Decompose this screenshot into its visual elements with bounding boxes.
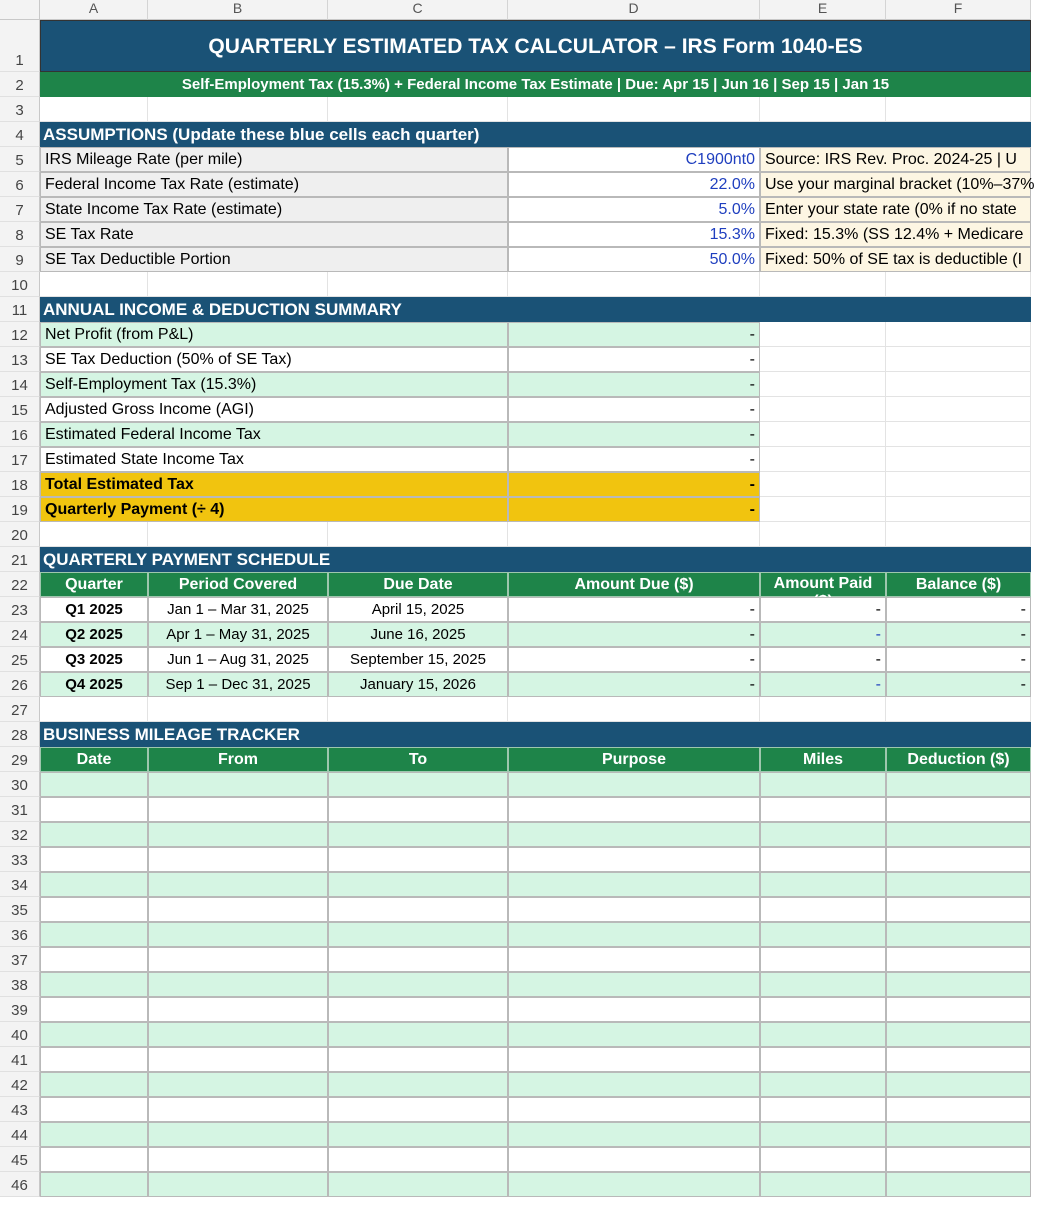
schedule-column-header[interactable]: Amount Paid	[760, 572, 886, 597]
row-header-19[interactable]: 19	[0, 497, 40, 522]
row-header-13[interactable]: 13	[0, 347, 40, 372]
column-header-a[interactable]: A	[40, 0, 148, 20]
row-header-26[interactable]: 26	[0, 672, 40, 697]
row-header-29[interactable]: 29	[0, 747, 40, 772]
grid-cell[interactable]	[760, 422, 886, 447]
schedule-cell-balance[interactable]: -	[886, 647, 1031, 672]
schedule-cell-due[interactable]: January 15, 2026	[328, 672, 508, 697]
mileage-entry-cell[interactable]	[148, 772, 328, 797]
row-header-5[interactable]: 5	[0, 147, 40, 172]
mileage-entry-cell[interactable]	[40, 1147, 148, 1172]
mileage-column-header[interactable]: Deduction ($)	[886, 747, 1031, 772]
mileage-entry-cell[interactable]	[148, 797, 328, 822]
mileage-entry-cell[interactable]	[508, 847, 760, 872]
schedule-cell-amount-paid[interactable]: -	[760, 672, 886, 697]
mileage-entry-cell[interactable]	[508, 1072, 760, 1097]
grid-cell[interactable]	[886, 697, 1031, 722]
grid-cell[interactable]	[328, 697, 508, 722]
row-header-24[interactable]: 24	[0, 622, 40, 647]
grid-cell[interactable]	[760, 272, 886, 297]
grid-cell[interactable]	[40, 697, 148, 722]
summary-value[interactable]: -	[508, 497, 760, 522]
mileage-entry-cell[interactable]	[886, 772, 1031, 797]
grid-cell[interactable]	[328, 272, 508, 297]
mileage-entry-cell[interactable]	[328, 972, 508, 997]
mileage-entry-cell[interactable]	[508, 922, 760, 947]
row-header-33[interactable]: 33	[0, 847, 40, 872]
assumption-input[interactable]: 22.0%	[508, 172, 760, 197]
grid-cell[interactable]	[148, 697, 328, 722]
summary-label[interactable]: Adjusted Gross Income (AGI)	[40, 397, 508, 422]
row-header-18[interactable]: 18	[0, 472, 40, 497]
mileage-entry-cell[interactable]	[760, 1172, 886, 1197]
mileage-entry-cell[interactable]	[886, 822, 1031, 847]
summary-label[interactable]: Net Profit (from P&L)	[40, 322, 508, 347]
grid-cell[interactable]	[148, 97, 328, 122]
column-header-d[interactable]: D	[508, 0, 760, 20]
schedule-cell-balance[interactable]: -	[886, 672, 1031, 697]
row-header-9[interactable]: 9	[0, 247, 40, 272]
row-header-45[interactable]: 45	[0, 1147, 40, 1172]
mileage-entry-cell[interactable]	[886, 872, 1031, 897]
row-header-10[interactable]: 10	[0, 272, 40, 297]
schedule-column-header[interactable]: Amount Due ($)	[508, 572, 760, 597]
row-header-4[interactable]: 4	[0, 122, 40, 147]
row-header-34[interactable]: 34	[0, 872, 40, 897]
row-header-12[interactable]: 12	[0, 322, 40, 347]
mileage-entry-cell[interactable]	[760, 797, 886, 822]
row-header-36[interactable]: 36	[0, 922, 40, 947]
mileage-entry-cell[interactable]	[40, 1097, 148, 1122]
mileage-entry-cell[interactable]	[886, 1097, 1031, 1122]
mileage-entry-cell[interactable]	[760, 1072, 886, 1097]
mileage-entry-cell[interactable]	[328, 997, 508, 1022]
summary-value[interactable]: -	[508, 347, 760, 372]
mileage-entry-cell[interactable]	[328, 1097, 508, 1122]
sheet-title[interactable]: QUARTERLY ESTIMATED TAX CALCULATOR – IRS Form 1040-ES	[40, 20, 1031, 72]
mileage-entry-cell[interactable]	[508, 1022, 760, 1047]
grid-cell[interactable]	[328, 97, 508, 122]
summary-value[interactable]: -	[508, 372, 760, 397]
grid-cell[interactable]	[508, 272, 760, 297]
mileage-entry-cell[interactable]	[40, 897, 148, 922]
row-header-32[interactable]: 32	[0, 822, 40, 847]
assumption-note[interactable]: Fixed: 50% of SE tax is deductible (I	[760, 247, 1031, 272]
grid-cell[interactable]	[886, 497, 1031, 522]
row-header-8[interactable]: 8	[0, 222, 40, 247]
row-header-31[interactable]: 31	[0, 797, 40, 822]
mileage-entry-cell[interactable]	[40, 972, 148, 997]
grid-cell[interactable]	[886, 397, 1031, 422]
mileage-entry-cell[interactable]	[328, 1147, 508, 1172]
row-header-2[interactable]: 2	[0, 72, 40, 97]
row-header-23[interactable]: 23	[0, 597, 40, 622]
mileage-entry-cell[interactable]	[148, 822, 328, 847]
mileage-entry-cell[interactable]	[508, 797, 760, 822]
assumption-label[interactable]: State Income Tax Rate (estimate)	[40, 197, 508, 222]
grid-cell[interactable]	[760, 97, 886, 122]
summary-value[interactable]: -	[508, 472, 760, 497]
schedule-cell-due[interactable]: April 15, 2025	[328, 597, 508, 622]
schedule-column-header[interactable]: Quarter	[40, 572, 148, 597]
grid-cell[interactable]	[886, 447, 1031, 472]
schedule-cell-amount-due[interactable]: -	[508, 622, 760, 647]
mileage-entry-cell[interactable]	[328, 1022, 508, 1047]
mileage-entry-cell[interactable]	[760, 972, 886, 997]
mileage-entry-cell[interactable]	[508, 1122, 760, 1147]
mileage-column-header[interactable]: To	[328, 747, 508, 772]
mileage-entry-cell[interactable]	[760, 947, 886, 972]
row-header-14[interactable]: 14	[0, 372, 40, 397]
assumption-label[interactable]: SE Tax Rate	[40, 222, 508, 247]
mileage-entry-cell[interactable]	[760, 1047, 886, 1072]
row-header-46[interactable]: 46	[0, 1172, 40, 1197]
summary-label[interactable]: Quarterly Payment (÷ 4)	[40, 497, 508, 522]
mileage-entry-cell[interactable]	[40, 1072, 148, 1097]
column-header-b[interactable]: B	[148, 0, 328, 20]
mileage-entry-cell[interactable]	[40, 922, 148, 947]
mileage-entry-cell[interactable]	[508, 822, 760, 847]
mileage-entry-cell[interactable]	[148, 1122, 328, 1147]
schedule-cell-period[interactable]: Jan 1 – Mar 31, 2025	[148, 597, 328, 622]
mileage-entry-cell[interactable]	[886, 1122, 1031, 1147]
mileage-entry-cell[interactable]	[40, 997, 148, 1022]
mileage-entry-cell[interactable]	[148, 1072, 328, 1097]
mileage-entry-cell[interactable]	[148, 1022, 328, 1047]
mileage-entry-cell[interactable]	[760, 1097, 886, 1122]
grid-cell[interactable]	[40, 97, 148, 122]
grid-cell[interactable]	[40, 272, 148, 297]
mileage-entry-cell[interactable]	[40, 947, 148, 972]
mileage-entry-cell[interactable]	[328, 1172, 508, 1197]
summary-label[interactable]: Estimated Federal Income Tax	[40, 422, 508, 447]
row-header-38[interactable]: 38	[0, 972, 40, 997]
mileage-entry-cell[interactable]	[508, 1172, 760, 1197]
row-header-37[interactable]: 37	[0, 947, 40, 972]
summary-value[interactable]: -	[508, 322, 760, 347]
mileage-entry-cell[interactable]	[886, 897, 1031, 922]
mileage-entry-cell[interactable]	[508, 772, 760, 797]
assumption-note[interactable]: Source: IRS Rev. Proc. 2024-25 | U	[760, 147, 1031, 172]
row-header-30[interactable]: 30	[0, 772, 40, 797]
mileage-entry-cell[interactable]	[508, 872, 760, 897]
assumption-label[interactable]: SE Tax Deductible Portion	[40, 247, 508, 272]
mileage-entry-cell[interactable]	[886, 797, 1031, 822]
mileage-entry-cell[interactable]	[148, 1172, 328, 1197]
grid-cell[interactable]	[886, 272, 1031, 297]
mileage-entry-cell[interactable]	[328, 922, 508, 947]
mileage-entry-cell[interactable]	[148, 1147, 328, 1172]
mileage-entry-cell[interactable]	[886, 1022, 1031, 1047]
grid-cell[interactable]	[760, 397, 886, 422]
row-header-17[interactable]: 17	[0, 447, 40, 472]
assumption-note[interactable]: Use your marginal bracket (10%–37%	[760, 172, 1031, 197]
grid-cell[interactable]	[760, 372, 886, 397]
grid-cell[interactable]	[508, 97, 760, 122]
mileage-column-header[interactable]: Miles	[760, 747, 886, 772]
mileage-entry-cell[interactable]	[328, 847, 508, 872]
mileage-entry-cell[interactable]	[40, 872, 148, 897]
mileage-entry-cell[interactable]	[886, 997, 1031, 1022]
mileage-entry-cell[interactable]	[328, 1072, 508, 1097]
schedule-cell-balance[interactable]: -	[886, 597, 1031, 622]
schedule-header[interactable]: QUARTERLY PAYMENT SCHEDULE	[40, 547, 1031, 572]
schedule-cell-amount-due[interactable]: -	[508, 647, 760, 672]
schedule-cell-amount-due[interactable]: -	[508, 597, 760, 622]
grid-cell[interactable]	[886, 522, 1031, 547]
mileage-entry-cell[interactable]	[328, 822, 508, 847]
schedule-cell-amount-paid[interactable]: -	[760, 622, 886, 647]
grid-cell[interactable]	[886, 97, 1031, 122]
row-header-42[interactable]: 42	[0, 1072, 40, 1097]
grid-cell[interactable]	[886, 347, 1031, 372]
assumption-note[interactable]: Fixed: 15.3% (SS 12.4% + Medicare	[760, 222, 1031, 247]
mileage-column-header[interactable]: From	[148, 747, 328, 772]
mileage-entry-cell[interactable]	[760, 1022, 886, 1047]
mileage-entry-cell[interactable]	[148, 1097, 328, 1122]
mileage-entry-cell[interactable]	[760, 1147, 886, 1172]
schedule-cell-period[interactable]: Sep 1 – Dec 31, 2025	[148, 672, 328, 697]
mileage-column-header[interactable]: Purpose	[508, 747, 760, 772]
row-header-21[interactable]: 21	[0, 547, 40, 572]
schedule-cell-amount-paid[interactable]: -	[760, 647, 886, 672]
row-header-22[interactable]: 22	[0, 572, 40, 597]
grid-cell[interactable]	[760, 522, 886, 547]
schedule-column-header[interactable]: Due Date	[328, 572, 508, 597]
mileage-entry-cell[interactable]	[760, 872, 886, 897]
grid-cell[interactable]	[760, 347, 886, 372]
mileage-entry-cell[interactable]	[328, 947, 508, 972]
mileage-entry-cell[interactable]	[760, 997, 886, 1022]
grid-cell[interactable]	[40, 522, 148, 547]
mileage-entry-cell[interactable]	[328, 1122, 508, 1147]
grid-cell[interactable]	[886, 372, 1031, 397]
mileage-entry-cell[interactable]	[760, 922, 886, 947]
grid-cell[interactable]	[886, 322, 1031, 347]
assumptions-header[interactable]: ASSUMPTIONS (Update these blue cells each quarter)	[40, 122, 1031, 147]
mileage-entry-cell[interactable]	[40, 1022, 148, 1047]
mileage-entry-cell[interactable]	[760, 772, 886, 797]
schedule-column-header[interactable]: Period Covered	[148, 572, 328, 597]
mileage-header[interactable]: BUSINESS MILEAGE TRACKER	[40, 722, 1031, 747]
summary-value[interactable]: -	[508, 422, 760, 447]
mileage-entry-cell[interactable]	[40, 1047, 148, 1072]
row-header-40[interactable]: 40	[0, 1022, 40, 1047]
mileage-entry-cell[interactable]	[508, 997, 760, 1022]
assumption-input[interactable]: C1900nt0	[508, 147, 760, 172]
row-header-7[interactable]: 7	[0, 197, 40, 222]
mileage-entry-cell[interactable]	[328, 872, 508, 897]
grid-cell[interactable]	[760, 447, 886, 472]
summary-label[interactable]: Self-Employment Tax (15.3%)	[40, 372, 508, 397]
mileage-entry-cell[interactable]	[148, 897, 328, 922]
summary-value[interactable]: -	[508, 397, 760, 422]
row-header-41[interactable]: 41	[0, 1047, 40, 1072]
column-header-f[interactable]: F	[886, 0, 1031, 20]
schedule-cell-quarter[interactable]: Q3 2025	[40, 647, 148, 672]
column-header-c[interactable]: C	[328, 0, 508, 20]
mileage-entry-cell[interactable]	[508, 1097, 760, 1122]
column-header-e[interactable]: E	[760, 0, 886, 20]
row-header-11[interactable]: 11	[0, 297, 40, 322]
select-all-corner[interactable]	[0, 0, 40, 20]
assumption-note[interactable]: Enter your state rate (0% if no state	[760, 197, 1031, 222]
summary-value[interactable]: -	[508, 447, 760, 472]
mileage-entry-cell[interactable]	[886, 947, 1031, 972]
mileage-entry-cell[interactable]	[40, 822, 148, 847]
schedule-cell-period[interactable]: Apr 1 – May 31, 2025	[148, 622, 328, 647]
summary-label[interactable]: Total Estimated Tax	[40, 472, 508, 497]
mileage-entry-cell[interactable]	[886, 922, 1031, 947]
mileage-entry-cell[interactable]	[148, 922, 328, 947]
assumption-input[interactable]: 15.3%	[508, 222, 760, 247]
mileage-entry-cell[interactable]	[886, 1172, 1031, 1197]
mileage-entry-cell[interactable]	[508, 1147, 760, 1172]
mileage-entry-cell[interactable]	[886, 1147, 1031, 1172]
schedule-cell-balance[interactable]: -	[886, 622, 1031, 647]
mileage-entry-cell[interactable]	[40, 797, 148, 822]
mileage-entry-cell[interactable]	[508, 947, 760, 972]
row-header-27[interactable]: 27	[0, 697, 40, 722]
sheet-subtitle[interactable]: Self-Employment Tax (15.3%) + Federal Income Tax Estimate | Due: Apr 15 | Jun 16 | Sep 15 | Jan 15	[40, 72, 1031, 97]
mileage-entry-cell[interactable]	[760, 822, 886, 847]
schedule-cell-period[interactable]: Jun 1 – Aug 31, 2025	[148, 647, 328, 672]
mileage-entry-cell[interactable]	[886, 1072, 1031, 1097]
schedule-cell-due[interactable]: September 15, 2025	[328, 647, 508, 672]
mileage-entry-cell[interactable]	[760, 847, 886, 872]
row-header-20[interactable]: 20	[0, 522, 40, 547]
grid-cell[interactable]	[148, 522, 328, 547]
mileage-column-header[interactable]: Date	[40, 747, 148, 772]
mileage-entry-cell[interactable]	[40, 1172, 148, 1197]
mileage-entry-cell[interactable]	[328, 772, 508, 797]
schedule-cell-quarter[interactable]: Q1 2025	[40, 597, 148, 622]
mileage-entry-cell[interactable]	[328, 1047, 508, 1072]
grid-cell[interactable]	[760, 497, 886, 522]
schedule-cell-amount-paid[interactable]: -	[760, 597, 886, 622]
grid-cell[interactable]	[148, 272, 328, 297]
grid-cell[interactable]	[886, 422, 1031, 447]
grid-cell[interactable]	[760, 697, 886, 722]
grid-cell[interactable]	[328, 522, 508, 547]
summary-label[interactable]: SE Tax Deduction (50% of SE Tax)	[40, 347, 508, 372]
mileage-entry-cell[interactable]	[148, 972, 328, 997]
row-header-28[interactable]: 28	[0, 722, 40, 747]
mileage-entry-cell[interactable]	[148, 997, 328, 1022]
grid-cell[interactable]	[508, 522, 760, 547]
assumption-label[interactable]: IRS Mileage Rate (per mile)	[40, 147, 508, 172]
mileage-entry-cell[interactable]	[508, 972, 760, 997]
grid-cell[interactable]	[886, 472, 1031, 497]
mileage-entry-cell[interactable]	[886, 972, 1031, 997]
schedule-cell-quarter[interactable]: Q4 2025	[40, 672, 148, 697]
schedule-cell-amount-due[interactable]: -	[508, 672, 760, 697]
schedule-cell-quarter[interactable]: Q2 2025	[40, 622, 148, 647]
mileage-entry-cell[interactable]	[508, 897, 760, 922]
mileage-entry-cell[interactable]	[40, 847, 148, 872]
mileage-entry-cell[interactable]	[40, 1122, 148, 1147]
row-header-16[interactable]: 16	[0, 422, 40, 447]
schedule-cell-due[interactable]: June 16, 2025	[328, 622, 508, 647]
row-header-25[interactable]: 25	[0, 647, 40, 672]
mileage-entry-cell[interactable]	[148, 1047, 328, 1072]
mileage-entry-cell[interactable]	[148, 847, 328, 872]
grid-cell[interactable]	[508, 697, 760, 722]
row-header-43[interactable]: 43	[0, 1097, 40, 1122]
assumption-input[interactable]: 5.0%	[508, 197, 760, 222]
mileage-entry-cell[interactable]	[760, 1122, 886, 1147]
row-header-35[interactable]: 35	[0, 897, 40, 922]
assumption-input[interactable]: 50.0%	[508, 247, 760, 272]
mileage-entry-cell[interactable]	[148, 872, 328, 897]
row-header-39[interactable]: 39	[0, 997, 40, 1022]
row-header-6[interactable]: 6	[0, 172, 40, 197]
grid-cell[interactable]	[760, 472, 886, 497]
assumption-label[interactable]: Federal Income Tax Rate (estimate)	[40, 172, 508, 197]
mileage-entry-cell[interactable]	[40, 772, 148, 797]
mileage-entry-cell[interactable]	[508, 1047, 760, 1072]
mileage-entry-cell[interactable]	[760, 897, 886, 922]
schedule-column-header[interactable]: Balance ($)	[886, 572, 1031, 597]
mileage-entry-cell[interactable]	[886, 1047, 1031, 1072]
grid-cell[interactable]	[760, 322, 886, 347]
mileage-entry-cell[interactable]	[148, 947, 328, 972]
row-header-3[interactable]: 3	[0, 97, 40, 122]
row-header-15[interactable]: 15	[0, 397, 40, 422]
summary-label[interactable]: Estimated State Income Tax	[40, 447, 508, 472]
row-header-44[interactable]: 44	[0, 1122, 40, 1147]
mileage-entry-cell[interactable]	[328, 797, 508, 822]
mileage-entry-cell[interactable]	[328, 897, 508, 922]
row-header-1[interactable]: 1	[0, 20, 40, 72]
summary-header[interactable]: ANNUAL INCOME & DEDUCTION SUMMARY	[40, 297, 1031, 322]
mileage-entry-cell[interactable]	[886, 847, 1031, 872]
